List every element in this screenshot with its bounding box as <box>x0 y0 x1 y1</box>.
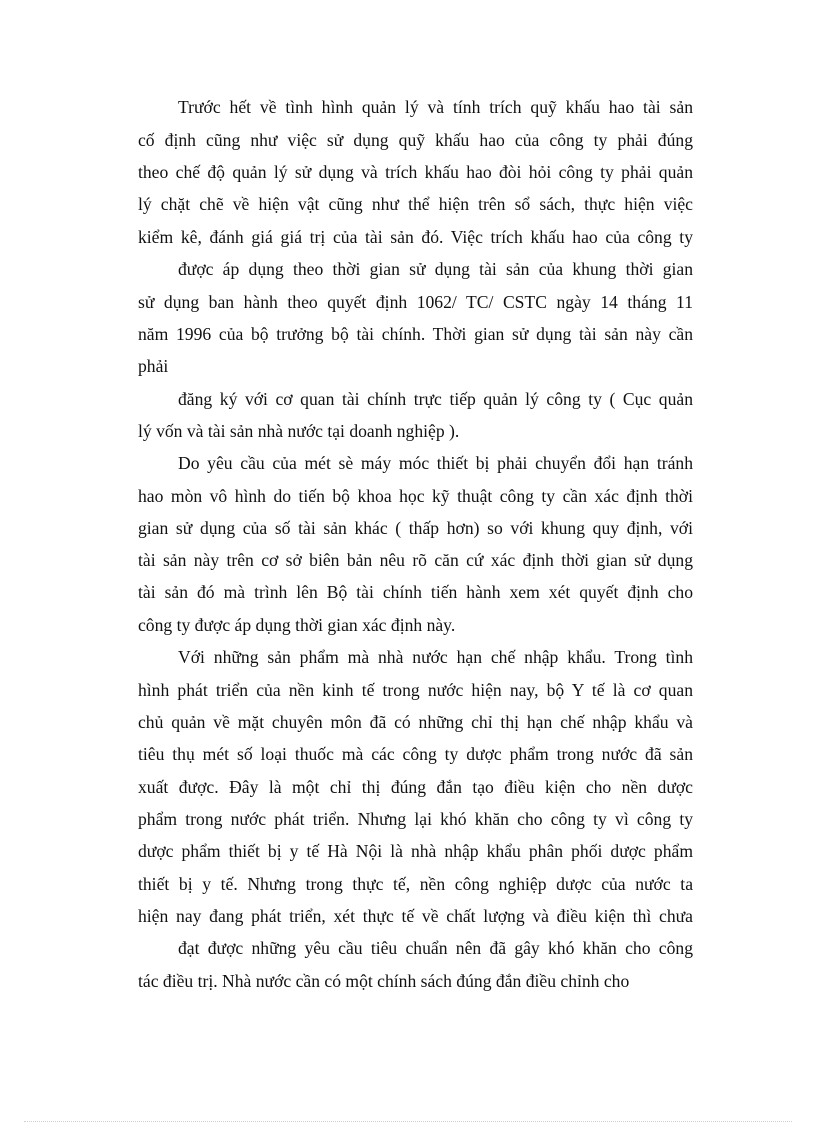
text-line: hao mòn vô hình do tiến bộ khoa học kỹ thuật công ty cần xác định thời <box>138 486 693 506</box>
text-line: lý chặt chẽ về hiện vật cũng như thể hiện trên sổ sách, thực hiện việc <box>138 194 693 214</box>
text-line: tài sản đó mà trình lên Bộ tài chính tiến hành xem xét quyết định cho <box>138 582 693 602</box>
text-line: hình phát triển của nền kinh tế trong nước hiện nay, bộ Y tế là cơ quan <box>138 680 693 700</box>
text-line: Trước hết về tình hình quản lý và tính trích quỹ khấu hao tài sản <box>178 97 693 117</box>
text-line: thiết bị y tế. Nhưng trong thực tế, nền công nghiệp dược của nước ta <box>138 874 693 894</box>
text-line: chủ quản về mặt chuyên môn đã có những chỉ thị hạn chế nhập khẩu và <box>138 712 693 732</box>
text-line: lý vốn và tài sản nhà nước tại doanh nghiệp ). <box>138 421 460 441</box>
text-line: xuất được. Đây là một chỉ thị đúng đắn tạo điều kiện cho nền dược <box>138 777 693 797</box>
text-line: được áp dụng theo thời gian sử dụng tài sản của khung thời gian <box>178 259 693 279</box>
text-line: Với những sản phẩm mà nhà nước hạn chế nhập khẩu. Trong tình <box>178 647 693 667</box>
text-line: công ty được áp dụng thời gian xác định này. <box>138 615 456 635</box>
text-line: phẩm trong nước phát triển. Nhưng lại khó khăn cho công ty vì công ty <box>138 809 693 829</box>
text-line: năm 1996 của bộ trưởng bộ tài chính. Thời gian sử dụng tài sản này cần <box>138 324 693 344</box>
text-line: sử dụng ban hành theo quyết định 1062/ TC/ CSTC ngày 14 tháng 11 <box>138 292 693 312</box>
text-line: kiểm kê, đánh giá giá trị của tài sản đó. Việc trích khấu hao của công ty <box>138 227 693 247</box>
text-line: đạt được những yêu cầu tiêu chuẩn nên đã gây khó khăn cho công <box>178 938 693 958</box>
text-line: đăng ký với cơ quan tài chính trực tiếp quản lý công ty ( Cục quản <box>178 389 693 409</box>
text-line: tài sản này trên cơ sở biên bản nêu rõ căn cứ xác định thời gian sử dụng <box>138 550 693 570</box>
text-line: Do yêu cầu của mét sè máy móc thiết bị phải chuyển đổi hạn tránh <box>178 453 693 473</box>
text-line: theo chế độ quản lý sử dụng và trích khấu hao đòi hỏi công ty phải quản <box>138 162 693 182</box>
text-line: gian sử dụng của số tài sản khác ( thấp hơn) so với khung quy định, với <box>138 518 693 538</box>
page-bottom-divider <box>24 1121 792 1122</box>
text-line: tác điều trị. Nhà nước cần có một chính sách đúng đắn điều chỉnh cho <box>138 971 630 991</box>
text-line: dược phẩm thiết bị y tế Hà Nội là nhà nhập khẩu phân phối dược phẩm <box>138 841 693 861</box>
text-line: phải <box>138 356 169 376</box>
text-line: hiện nay đang phát triển, xét thực tế về chất lượng và điều kiện thì chưa <box>138 906 693 926</box>
text-line: cố định cũng như việc sử dụng quỹ khấu hao của công ty phải đúng <box>138 130 693 150</box>
text-line: tiêu thụ mét số loại thuốc mà các công ty dược phẩm trong nước đã sản <box>138 744 693 764</box>
